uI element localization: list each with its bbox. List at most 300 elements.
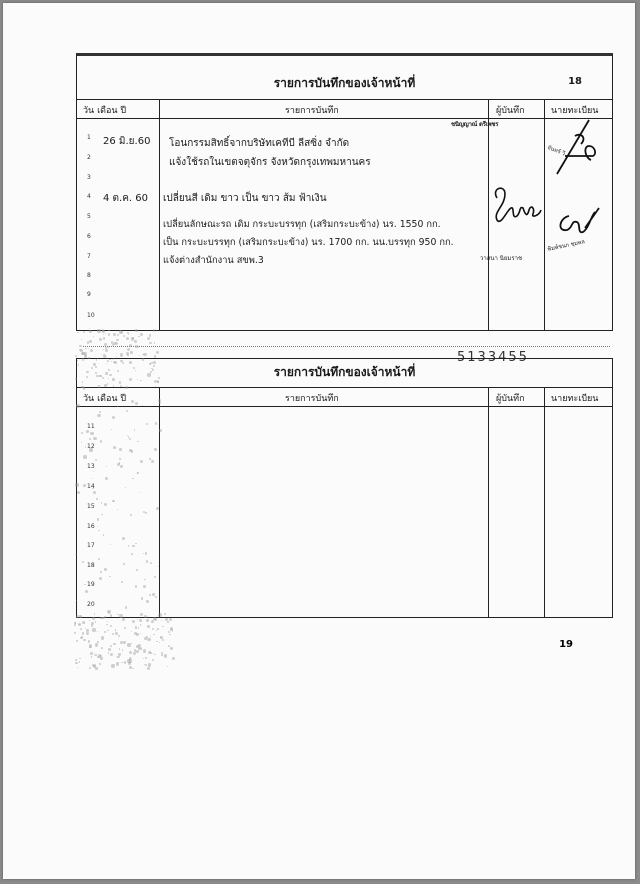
speck (115, 630, 116, 631)
speck (121, 581, 123, 583)
speck (161, 620, 162, 621)
speck (106, 356, 107, 357)
speck (131, 643, 132, 644)
row-number: 10 (87, 312, 95, 319)
registrar-signature-icon (555, 206, 603, 242)
speck (161, 652, 163, 654)
speck (119, 648, 121, 650)
speck (147, 625, 150, 628)
speck (169, 634, 171, 636)
speck (127, 643, 130, 646)
speck (122, 649, 123, 650)
speck (124, 627, 126, 629)
speck (79, 345, 81, 347)
speck (138, 336, 140, 338)
speck (127, 332, 129, 334)
speck (113, 643, 116, 646)
speck (129, 344, 132, 347)
speck (107, 630, 109, 632)
speck (154, 654, 156, 656)
speck (108, 369, 110, 371)
speck (117, 463, 120, 466)
speck (129, 449, 132, 452)
column-divider (488, 387, 489, 617)
speck (82, 561, 84, 563)
speck (156, 641, 158, 643)
speck (123, 563, 125, 565)
entry-line: แจ้งใช้รถในเขตจตุจักร จังหวัดกรุงเทพมหานคร (169, 157, 371, 168)
speck (95, 643, 98, 646)
speck (100, 657, 103, 660)
speck (99, 338, 102, 341)
speck (98, 558, 100, 560)
speck (83, 639, 85, 641)
header-date: วัน เดือน ปี (83, 394, 127, 404)
speck (148, 663, 151, 666)
speck (88, 348, 89, 349)
row-number: 8 (87, 272, 91, 279)
registrar-stamp: พิมพ์ชนก ชุมพล (547, 239, 586, 253)
speck (160, 637, 161, 638)
speck (147, 638, 150, 641)
row-number: 20 (87, 601, 95, 608)
speck (172, 657, 175, 660)
row-number: 4 (87, 193, 91, 200)
recorder-signature-icon (489, 180, 545, 232)
header-registrar: นายทะเบียน (551, 106, 599, 116)
speck (138, 647, 141, 650)
page-number: 19 (559, 639, 573, 650)
speck (158, 377, 160, 379)
speck (103, 337, 105, 339)
speck (105, 477, 108, 480)
speck (89, 448, 92, 451)
registrar-stamp: จันทร์ วี (546, 144, 566, 158)
speck (109, 359, 111, 361)
speck (132, 545, 134, 547)
table-header (77, 387, 612, 407)
speck (136, 650, 139, 653)
speck (154, 618, 157, 621)
speck (135, 345, 138, 348)
row-number: 16 (87, 523, 95, 530)
speck (143, 658, 144, 659)
speck (74, 632, 76, 634)
speck (138, 627, 139, 628)
row-number: 3 (87, 174, 91, 181)
speck (116, 662, 119, 665)
speck (103, 349, 104, 350)
speck (102, 330, 105, 333)
speck (139, 355, 140, 356)
speck (110, 625, 112, 627)
speck (123, 335, 125, 337)
recorder-name: วาสนา นิยมราช (480, 255, 523, 262)
speck (104, 384, 107, 387)
speck (83, 484, 86, 487)
speck (169, 618, 172, 621)
speck (162, 639, 164, 641)
speck (86, 371, 88, 373)
speck (92, 617, 95, 620)
speck (81, 636, 83, 638)
speck (100, 440, 102, 442)
speck (86, 632, 89, 635)
speck (153, 361, 156, 364)
speck (116, 339, 118, 341)
row-number: 5 (87, 213, 91, 220)
table-header (77, 99, 612, 119)
speck (74, 624, 76, 626)
official-record-form-top (76, 53, 613, 331)
header-registrar: นายทะเบียน (551, 394, 599, 404)
serial-number: 5133455 (457, 350, 529, 365)
speck (154, 342, 155, 343)
speck (75, 378, 76, 379)
speck (78, 364, 80, 366)
speck (95, 621, 96, 622)
speck (128, 662, 131, 665)
speck (129, 657, 131, 659)
speck (81, 339, 82, 340)
speck (75, 355, 77, 357)
speck (117, 656, 120, 659)
entry-line: เปลี่ยนสี เดิม ขาว เป็น ขาว ส้ม ฟ้าเงิน (163, 193, 327, 204)
header-recorder: ผู้บันทึก (496, 394, 525, 404)
speck (93, 491, 96, 494)
row-number: 9 (87, 291, 91, 298)
speck (75, 483, 78, 486)
speck (83, 331, 85, 333)
speck (82, 358, 85, 361)
speck (85, 348, 87, 350)
speck (90, 432, 93, 435)
speck (84, 355, 87, 358)
speck (105, 333, 106, 334)
speck (168, 631, 170, 633)
speck (97, 358, 98, 359)
speck (93, 363, 95, 365)
speck (152, 659, 154, 661)
speck (83, 455, 86, 458)
speck (116, 356, 117, 357)
speck (76, 640, 79, 643)
speck (147, 667, 150, 670)
speck (129, 651, 132, 654)
speck (79, 349, 81, 351)
speck (89, 438, 91, 440)
header-record: รายการบันทึก (285, 394, 339, 404)
speck (147, 373, 150, 376)
column-divider (159, 99, 160, 330)
speck (103, 334, 104, 335)
speck (81, 352, 84, 355)
speck (146, 636, 148, 638)
column-divider (159, 387, 160, 617)
speck (110, 653, 113, 656)
row-number: 6 (87, 233, 91, 240)
speck (161, 654, 163, 656)
speck (82, 632, 85, 635)
speck (140, 624, 141, 625)
speck (90, 349, 93, 352)
entry-line: แจ้งต่างสำนักงาน สขพ.3 (163, 255, 264, 266)
speck (143, 649, 146, 652)
speck (111, 341, 113, 343)
speck (135, 402, 138, 405)
speck (102, 377, 104, 379)
speck (99, 577, 102, 580)
speck (143, 585, 146, 588)
speck (147, 337, 150, 340)
speck (117, 614, 118, 615)
speck (75, 662, 78, 665)
header-recorder: ผู้บันทึก (496, 106, 525, 116)
speck (140, 333, 143, 336)
speck (158, 613, 161, 616)
speck (121, 662, 122, 663)
speck (131, 631, 133, 633)
speck (95, 459, 97, 461)
speck (172, 631, 173, 632)
header-record: รายการบันทึก (285, 106, 339, 116)
speck (159, 642, 160, 643)
speck (133, 652, 136, 655)
speck (97, 414, 100, 417)
row-number: 7 (87, 253, 91, 260)
speck (79, 661, 80, 662)
speck (79, 658, 80, 659)
speck (97, 631, 98, 632)
speck (153, 365, 154, 366)
perforation-line (83, 346, 610, 347)
speck (101, 647, 103, 649)
speck (149, 342, 152, 345)
speck (164, 654, 167, 657)
speck (106, 466, 107, 467)
speck (100, 571, 101, 572)
speck (135, 626, 137, 628)
speck (117, 334, 120, 337)
speck (150, 652, 152, 654)
speck (112, 633, 114, 635)
speck (77, 667, 78, 668)
speck (75, 554, 76, 555)
speck (108, 330, 110, 332)
speck (149, 334, 151, 336)
speck (146, 619, 149, 622)
speck (88, 640, 90, 642)
speck (165, 618, 168, 621)
speck (95, 366, 97, 368)
speck (153, 329, 155, 331)
column-divider (544, 387, 545, 617)
header-date: วัน เดือน ปี (83, 106, 127, 116)
speck (123, 641, 126, 644)
speck (91, 478, 92, 479)
speck (132, 620, 135, 623)
speck (149, 458, 150, 459)
speck (154, 448, 157, 451)
row-number: 2 (87, 154, 91, 161)
speck (101, 636, 104, 639)
speck (135, 329, 138, 332)
speck (132, 668, 134, 670)
speck (111, 664, 114, 667)
row-number: 1 (87, 134, 91, 141)
speck (113, 333, 116, 336)
speck (128, 334, 129, 335)
speck (108, 333, 111, 336)
speck (167, 621, 169, 623)
speck (97, 641, 98, 642)
speck (97, 329, 100, 332)
speck (92, 628, 95, 631)
speck (156, 351, 159, 354)
row-number: 13 (87, 463, 95, 470)
speck (110, 645, 112, 647)
speck (118, 653, 121, 656)
row-number: 15 (87, 503, 95, 510)
speck (104, 631, 106, 633)
speck (101, 354, 102, 355)
speck (102, 617, 104, 619)
speck (97, 518, 100, 521)
speck (96, 375, 98, 377)
speck (89, 620, 90, 621)
row-number: 12 (87, 443, 95, 450)
speck (144, 579, 145, 580)
speck (124, 661, 127, 664)
entry-line: เปลี่ยนลักษณะรถ เดิม กระบะบรรทุก (เสริมกระบะข้าง) นร. 1550 กก. (163, 219, 441, 230)
speck (116, 353, 117, 354)
speck (156, 630, 157, 631)
speck (99, 663, 101, 665)
speck (89, 340, 92, 343)
speck (145, 657, 147, 659)
speck (131, 658, 132, 659)
speck (104, 568, 106, 570)
speck (119, 614, 122, 617)
row-number: 11 (87, 423, 95, 430)
speck (145, 552, 147, 554)
speck (140, 633, 141, 634)
speck (106, 363, 107, 364)
speck (127, 354, 129, 356)
speck (109, 374, 112, 377)
speck (84, 623, 85, 624)
row-number: 17 (87, 542, 95, 549)
speck (146, 560, 149, 563)
row-number: 14 (87, 483, 95, 490)
speck (104, 616, 105, 617)
speck (151, 620, 154, 623)
entry-line: โอนกรรมสิทธิ์จากบริษัทเคทีบี ลีสซิ่ง จำกัด (169, 138, 350, 149)
entry-date: 4 ต.ค. 60 (103, 193, 148, 204)
form-title: รายการบันทึกของเจ้าหน้าที่ (273, 365, 416, 379)
speck (153, 634, 154, 635)
speck (75, 659, 77, 661)
entry-date: 26 มิ.ย.60 (103, 136, 151, 147)
speck (170, 647, 173, 650)
speck (164, 613, 166, 615)
speck (152, 628, 154, 630)
speck (117, 509, 118, 510)
speck (96, 498, 98, 500)
speck (118, 635, 120, 637)
speck (81, 432, 83, 434)
speck (119, 448, 122, 451)
speck (142, 354, 143, 355)
entry-line: เป็น กระบะบรรทุก (เสริมกระบะข้าง) นร. 1700 กก. นน.บรรทุก 950 กก. (163, 237, 454, 248)
speck (152, 593, 155, 596)
speck (141, 597, 144, 600)
speck (136, 633, 139, 636)
speck (121, 331, 124, 334)
speck (145, 664, 147, 666)
speck (77, 332, 79, 334)
speck (108, 648, 111, 651)
speck (115, 342, 118, 345)
speck (104, 503, 107, 506)
speck (80, 628, 82, 630)
speck (107, 621, 108, 622)
speck (134, 340, 137, 343)
row-number: 18 (87, 562, 95, 569)
speck (137, 619, 138, 620)
speck (122, 618, 125, 621)
speck (119, 381, 121, 383)
speck (139, 619, 142, 622)
speck (108, 652, 109, 653)
row-number: 19 (87, 581, 95, 588)
speck (120, 353, 123, 356)
speck (89, 667, 91, 669)
speck (129, 438, 131, 440)
speck (91, 625, 93, 627)
speck (167, 666, 169, 668)
speck (145, 512, 147, 514)
official-record-form-bottom (76, 358, 613, 618)
speck (106, 624, 108, 626)
speck (170, 627, 173, 630)
speck (122, 362, 124, 364)
page-number: 18 (568, 76, 582, 87)
speck (93, 336, 94, 337)
speck (76, 404, 79, 407)
speck (125, 386, 128, 389)
speck (103, 534, 104, 535)
speck (105, 349, 108, 352)
speck (144, 615, 147, 618)
speck (121, 345, 122, 346)
speck (157, 628, 158, 629)
scanned-page (3, 3, 635, 879)
speck (162, 626, 163, 627)
speck (136, 569, 138, 571)
speck (126, 337, 129, 340)
speck (130, 351, 132, 353)
speck (137, 472, 139, 474)
recorder-stamp: ชนิญญาณ์ ตรีเพชร (451, 121, 499, 128)
speck (143, 353, 146, 356)
speck (99, 411, 101, 413)
speck (140, 380, 142, 382)
speck (91, 656, 92, 657)
speck (113, 446, 116, 449)
form-title: รายการบันทึกของเจ้าหน้าที่ (273, 76, 416, 90)
speck (89, 330, 92, 333)
